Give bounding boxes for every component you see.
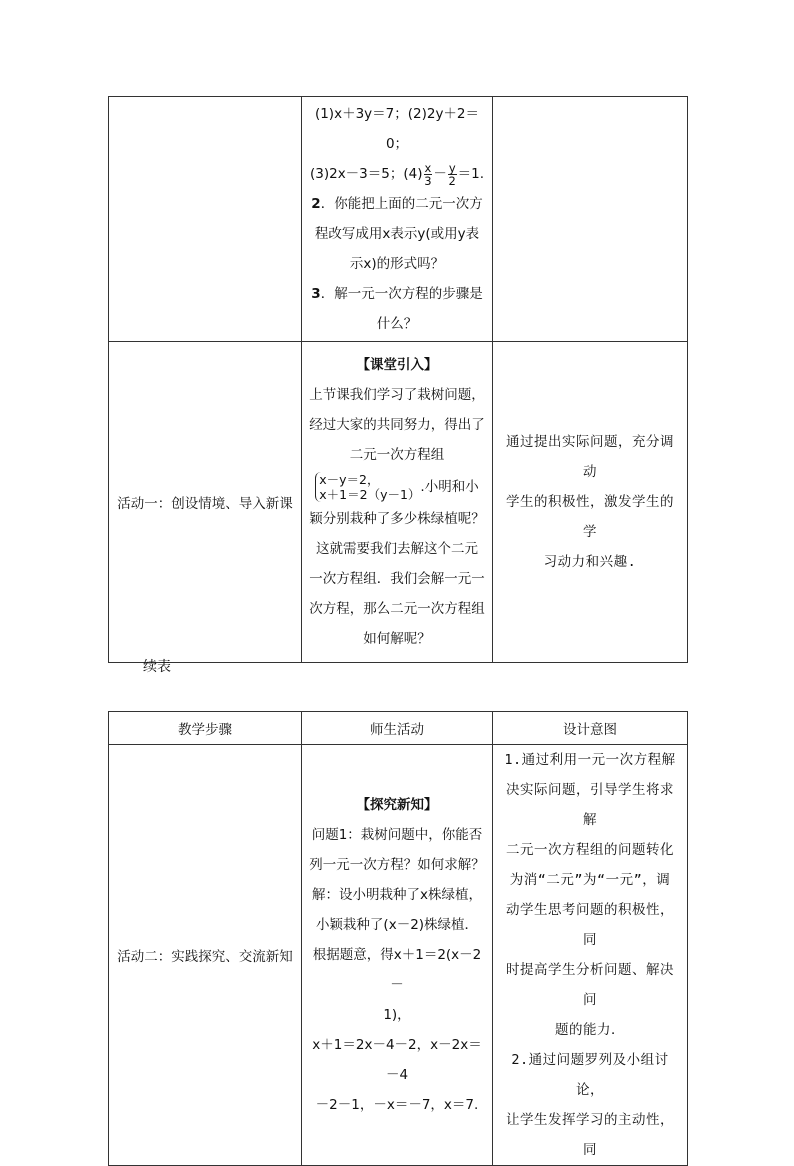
text-line: 这就需要我们去解这个二元 [316,541,478,557]
intent-line: 让学生发挥学习的主动性，同 [506,1112,674,1158]
intent-cell [493,97,688,342]
step-cell: 活动一：创设情境、导入新课 [109,342,302,663]
equation-system: x－y＝2， x＋1＝2（y－1） [315,472,420,502]
intent-line: 为消“二元”为“一元”，调 [509,872,671,888]
lesson-table-top [108,96,688,663]
step-cell: 活动二：实践探究、交流新知 [109,745,302,1166]
text-line: 颖分别栽种了多少株绿植呢？ [309,511,485,527]
text-line: 解：设小明栽种了x株绿植， [312,887,482,903]
equation-line: (1)x＋3y＝7；(2)2y＋2＝0； [314,106,480,152]
text-line: 问题1：栽树问题中，你能否 [311,827,483,843]
continued-label: 续表 [143,659,171,675]
text-line: 经过大家的共同努力，得出了 [309,417,485,433]
intent-line: 通过提出实际问题，充分调动 [506,434,674,480]
text-line: 如何解呢？ [363,631,431,647]
intent-line: 动学生思考问题的积极性，同 [506,902,674,948]
section-heading: 【探究新知】 [356,797,438,813]
text-line: －2－1，－x＝－7，x＝7. [315,1097,479,1113]
intent-line: 2.通过问题罗列及小组讨论， [511,1052,669,1098]
text-line: 上节课我们学习了栽树问题， [309,387,485,403]
text-line: 小颖栽种了(x－2)株绿植． [315,917,479,933]
intent-line: 题的能力． [555,1022,625,1038]
text-line: 一次方程组．我们会解一元一 [309,571,485,587]
text-line: 次方程，那么二元一次方程组 [309,601,485,617]
table-row [109,745,688,1166]
section-heading: 【课堂引入】 [356,357,438,373]
table-row [109,342,688,663]
question-line: 程改写成用x表示y(或用y表 [314,226,480,242]
question-line: 2．你能把上面的二元一次方 [311,196,483,212]
fraction: $\frac{x}{3}$ [424,160,432,188]
question-line: 示x)的形式吗？ [349,256,445,272]
activity-cell [302,97,493,342]
text-line: 根据题意，得x＋1＝2(x－2－ [312,947,482,993]
intent-line: 二元一次方程组的问题转化 [506,842,674,858]
activity-cell [302,745,493,1166]
text-line: 二元一次方程组 [349,447,445,463]
question-line: 3．解一元一次方程的步骤是 [311,286,483,302]
table-row [109,97,688,342]
intent-line: 1.通过利用一元一次方程解 [504,752,676,768]
lesson-table-bottom [108,711,688,1166]
column-header: 师生活动 [302,712,493,745]
intent-line: 学生的积极性，激发学生的学 [506,494,674,540]
activity-cell [302,342,493,663]
column-header: 设计意图 [493,712,688,745]
column-header: 教学步骤 [109,712,302,745]
intent-line: 时提高学生分析问题、解决问 [506,962,674,1008]
intent-line: 决实际问题，引导学生将求解 [506,782,674,828]
intent-cell [493,342,688,663]
text-line: x＋1＝2x－4－2，x－2x＝－4 [312,1037,482,1083]
fraction: $\frac{y}{2}$ [448,160,456,188]
equation-line: (3)2x－3＝5；(4) $\frac{x}{3}$ － $\frac{y}{2}$ ＝1. [309,160,485,188]
text-line: 列一元一次方程？如何求解？ [309,857,485,873]
intent-cell [493,745,688,1166]
intent-line: 习动力和兴趣. [543,554,637,570]
text-line: 1)， [383,1007,411,1023]
table-header-row [109,712,688,745]
step-cell [109,97,302,342]
question-line: 什么？ [376,316,418,332]
text-line: x－y＝2， x＋1＝2（y－1） .小明和小 [302,470,492,504]
